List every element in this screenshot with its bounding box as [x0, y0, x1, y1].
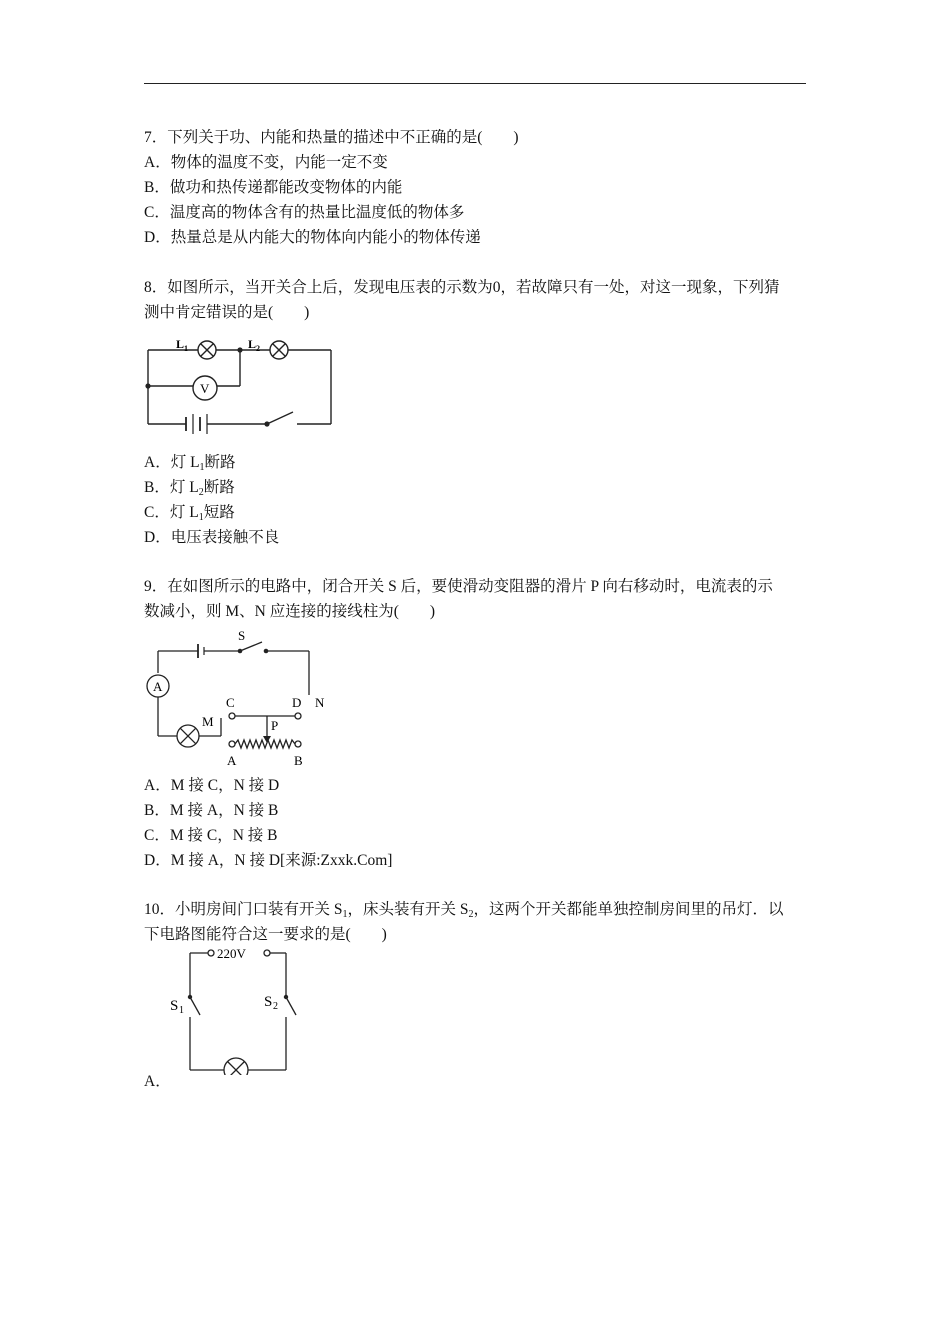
q10-s2-label: S — [264, 994, 273, 1010]
q10-option-a: A． — [144, 1073, 171, 1090]
q8-l1-label: L — [176, 337, 185, 351]
q8-voltmeter-label: V — [200, 381, 210, 396]
q8-stem-line2: 测中肯定错误的是( ) — [144, 304, 310, 321]
q7-option-b: B．做功和热传递都能改变物体的内能 — [144, 179, 403, 196]
q8-circuit-diagram — [140, 330, 340, 440]
q10-stem-line1: 10．小明房间门口装有开关 $S_1$，床头装有开关 $S_2$，这两个开关都能单独控制房间里的吊灯．以 — [144, 901, 784, 920]
q9-p-label: P — [271, 718, 279, 733]
q9-option-d: D．M 接 A，N 接 D[来源:Zxxk.Com] — [144, 852, 393, 869]
q8-l2-label: L — [248, 337, 257, 351]
q8-l1-sub: 1 — [184, 344, 188, 353]
q8-option-c: C．灯 $L_1$短路 — [144, 504, 235, 523]
q9-b-label: B — [294, 753, 303, 768]
q10-stem-line2: 下电路图能符合这一要求的是( ) — [144, 926, 387, 943]
q10-voltage-label: 220V — [217, 946, 246, 961]
q9-stem-line2: 数减小，则 M、N 应连接的接线柱为( ) — [144, 603, 436, 620]
q9-a-label: A — [227, 753, 237, 768]
q9-d-label: D — [292, 695, 302, 710]
q8-stem-line1: 8．如图所示，当开关合上后，发现电压表的示数为0，若故障只有一处，对这一现象，下列猜 — [144, 279, 780, 296]
q9-circuit-diagram — [140, 625, 340, 770]
q8-option-b: B．灯 $L_2$断路 — [144, 479, 235, 498]
q9-c-label: C — [226, 695, 235, 710]
q9-ammeter-label: A — [153, 679, 163, 694]
q8-l2-sub: 2 — [256, 344, 260, 353]
q9-option-a: A．M 接 C，N 接 D — [144, 777, 280, 794]
q10-s2-sub: 2 — [273, 1001, 278, 1012]
q9-m-label: M — [202, 714, 214, 729]
q9-option-b: B．M 接 A，N 接 B — [144, 802, 279, 819]
header-rule — [144, 83, 806, 84]
q10-s1-sub: 1 — [179, 1005, 184, 1016]
q7-option-a: A．物体的温度不变，内能一定不变 — [144, 154, 388, 171]
q10-option-a-circuit — [160, 940, 310, 1075]
q7-option-c: C．温度高的物体含有的热量比温度低的物体多 — [144, 204, 465, 221]
q8-option-a: A．灯 $L_1$断路 — [144, 454, 236, 473]
q9-option-c: C．M 接 C，N 接 B — [144, 827, 278, 844]
q7-option-d: D．热量总是从内能大的物体向内能小的物体传递 — [144, 229, 481, 246]
q9-n-label: N — [315, 695, 325, 710]
q10-s1-label: S — [170, 998, 179, 1014]
q9-stem-line1: 9．在如图所示的电路中，闭合开关 S 后，要使滑动变阻器的滑片 P 向右移动时，电流表的示 — [144, 578, 773, 595]
q8-option-d: D．电压表接触不良 — [144, 529, 280, 546]
q7-stem: 7．下列关于功、内能和热量的描述中不正确的是( ) — [144, 129, 519, 146]
q9-switch-label: S — [238, 628, 246, 643]
